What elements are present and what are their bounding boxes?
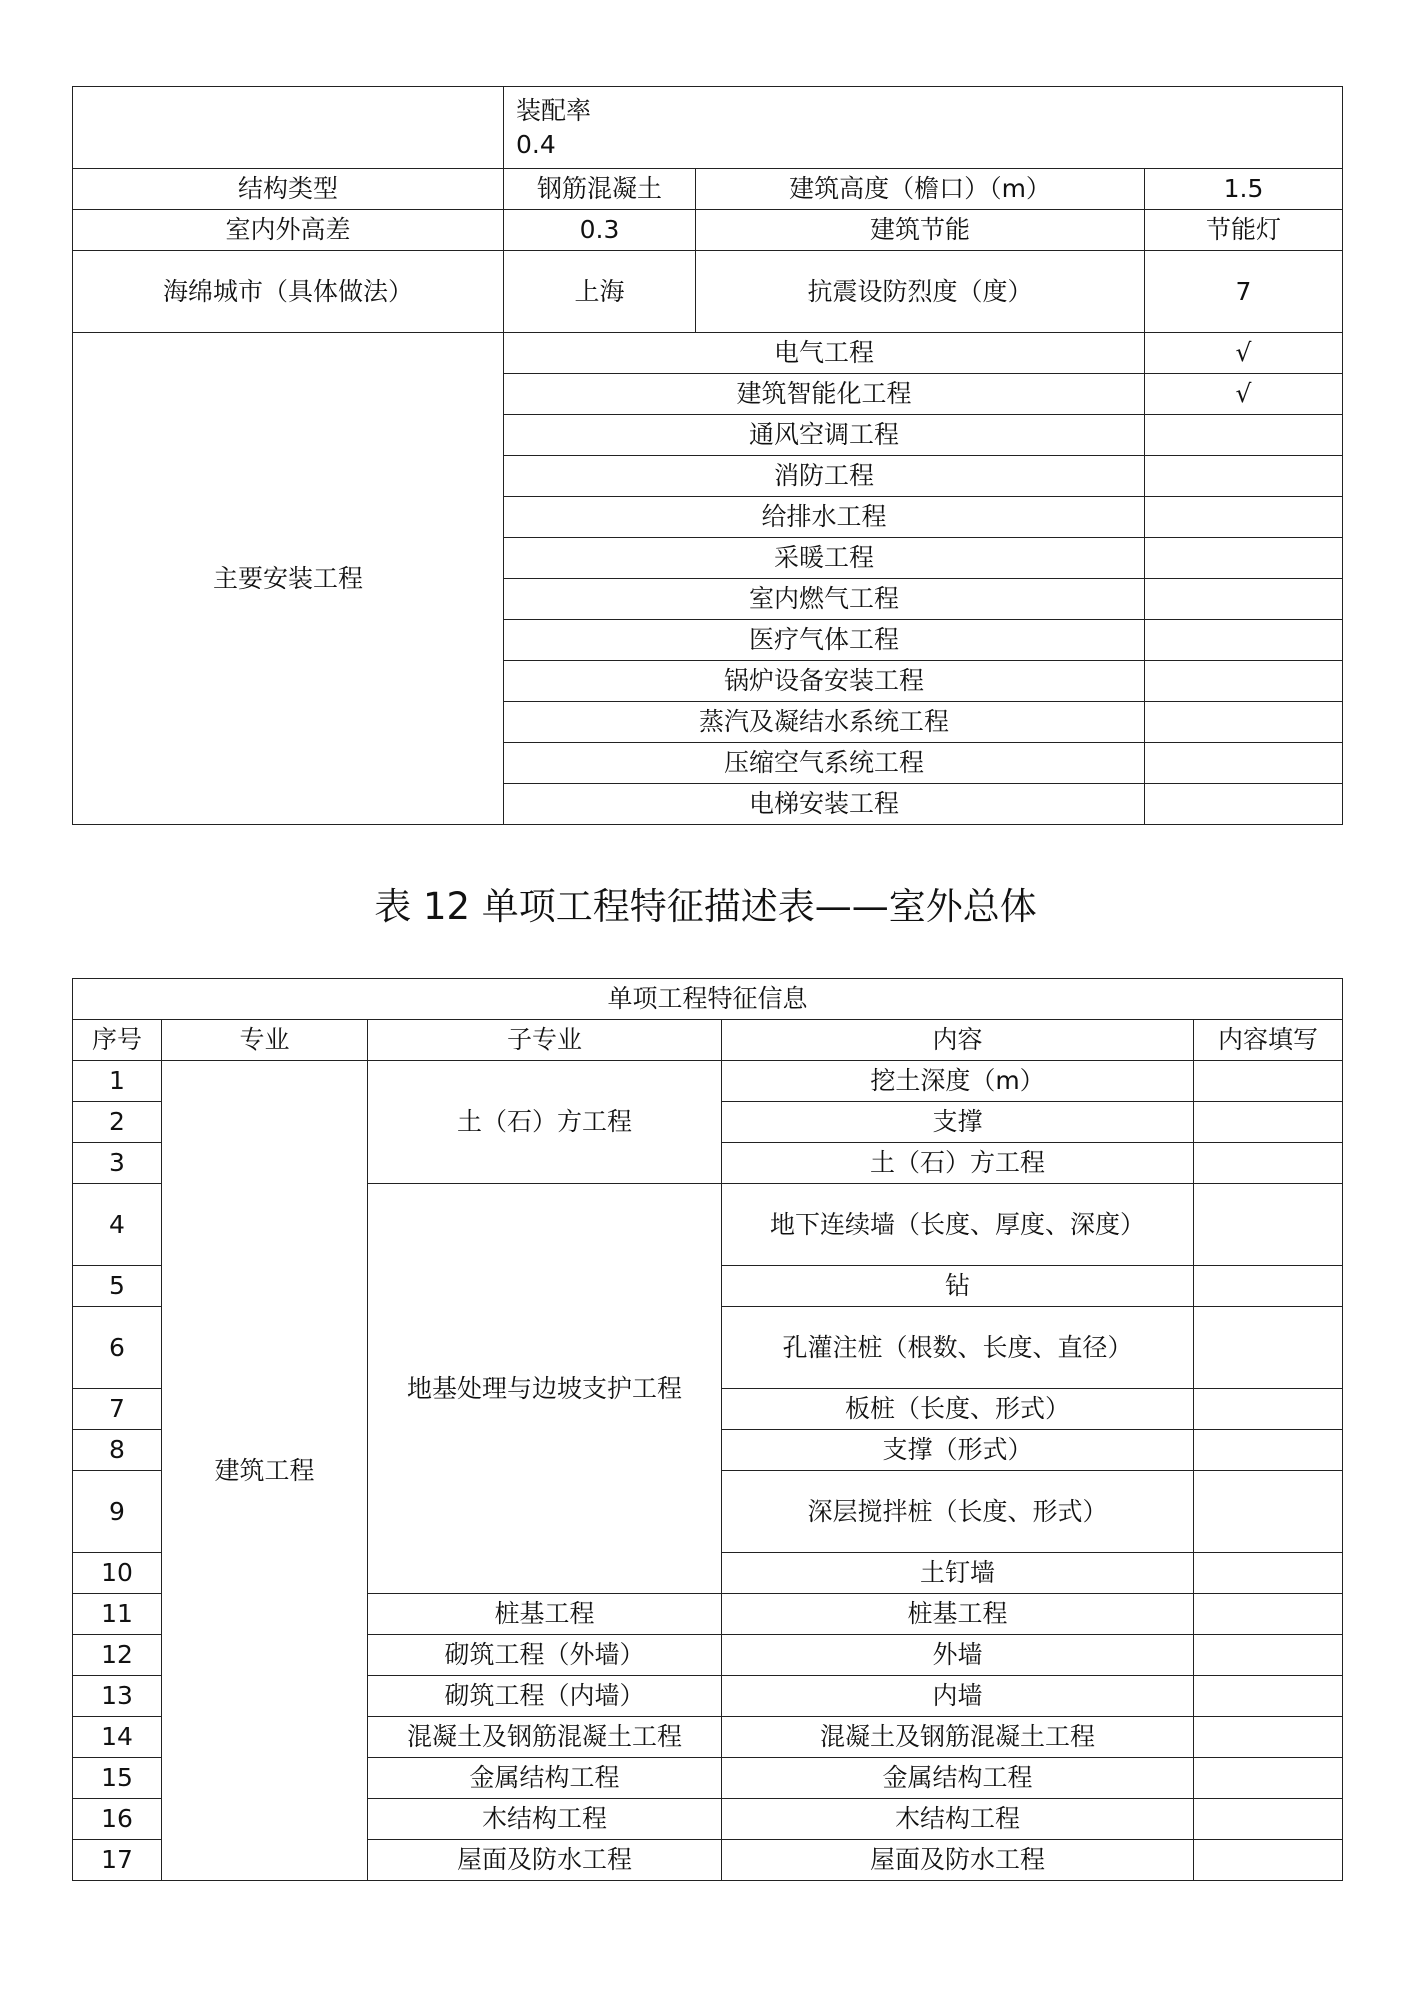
fill-cell[interactable] [1194,1717,1343,1758]
install-item-mark [1145,620,1343,661]
table-title: 单项工程特征信息 [73,979,1343,1020]
row-no: 8 [73,1430,162,1471]
assembly-rate-label: 装配率 [516,95,592,125]
fill-cell[interactable] [1194,1061,1343,1102]
row-no: 1 [73,1061,162,1102]
content-cell: 内墙 [722,1676,1194,1717]
install-item-mark: √ [1145,333,1343,374]
sub-major-cell: 砌筑工程（内墙） [368,1676,722,1717]
seismic-value: 7 [1145,251,1343,333]
sub-major-cell: 木结构工程 [368,1799,722,1840]
content-cell: 钻 [722,1266,1194,1307]
table-row [73,251,1343,333]
row-no: 14 [73,1717,162,1758]
sub-major-cell: 地基处理与边坡支护工程 [368,1184,722,1594]
sub-major-cell: 土（石）方工程 [368,1061,722,1184]
building-feature-table [72,86,1343,825]
content-cell: 桩基工程 [722,1594,1194,1635]
major-cell: 建筑工程 [162,1061,368,1881]
install-item-name: 医疗气体工程 [504,620,1145,661]
row-no: 4 [73,1184,162,1266]
content-cell: 支撑（形式） [722,1430,1194,1471]
sponge-city-value: 上海 [504,251,696,333]
install-item-mark [1145,415,1343,456]
row-no: 6 [73,1307,162,1389]
content-cell: 地下连续墙（长度、厚度、深度） [722,1184,1194,1266]
install-item-name: 蒸汽及凝结水系统工程 [504,702,1145,743]
column-header-row [73,1020,1343,1061]
seismic-label: 抗震设防烈度（度） [696,251,1145,333]
assembly-rate-cell [504,87,1343,169]
install-item-mark: √ [1145,374,1343,415]
fill-cell[interactable] [1194,1594,1343,1635]
fill-cell[interactable] [1194,1266,1343,1307]
install-item-mark [1145,784,1343,825]
outdoor-feature-table [72,978,1343,1881]
assembly-rate-value: 0.4 [516,129,556,159]
fill-cell[interactable] [1194,1553,1343,1594]
energy-saving-label: 建筑节能 [696,210,1145,251]
content-cell: 混凝土及钢筋混凝土工程 [722,1717,1194,1758]
row-no: 16 [73,1799,162,1840]
fill-cell[interactable] [1194,1430,1343,1471]
fill-cell[interactable] [1194,1389,1343,1430]
install-item-mark [1145,579,1343,620]
table-row [73,87,1343,169]
sub-major-cell: 金属结构工程 [368,1758,722,1799]
install-item-name: 电梯安装工程 [504,784,1145,825]
table-row [73,333,1343,374]
content-cell: 挖土深度（m） [722,1061,1194,1102]
col-header-fill: 内容填写 [1194,1020,1343,1061]
install-item-name: 通风空调工程 [504,415,1145,456]
table-row [73,210,1343,251]
install-item-name: 室内燃气工程 [504,579,1145,620]
install-item-name: 压缩空气系统工程 [504,743,1145,784]
install-item-name: 给排水工程 [504,497,1145,538]
content-cell: 金属结构工程 [722,1758,1194,1799]
table-row [73,1061,1343,1102]
table-header-row [73,979,1343,1020]
install-item-name: 采暖工程 [504,538,1145,579]
install-item-mark [1145,702,1343,743]
content-cell: 支撑 [722,1102,1194,1143]
fill-cell[interactable] [1194,1758,1343,1799]
blank-cell [73,87,504,169]
fill-cell[interactable] [1194,1184,1343,1266]
install-item-mark [1145,743,1343,784]
row-no: 9 [73,1471,162,1553]
table-row [73,169,1343,210]
energy-saving-value: 节能灯 [1145,210,1343,251]
row-no: 17 [73,1840,162,1881]
install-item-name: 建筑智能化工程 [504,374,1145,415]
content-cell: 屋面及防水工程 [722,1840,1194,1881]
fill-cell[interactable] [1194,1635,1343,1676]
install-item-mark [1145,661,1343,702]
fill-cell[interactable] [1194,1102,1343,1143]
sponge-city-label: 海绵城市（具体做法） [73,251,504,333]
col-header-sub: 子专业 [368,1020,722,1061]
fill-cell[interactable] [1194,1143,1343,1184]
structure-type-value: 钢筋混凝土 [504,169,696,210]
install-item-name: 消防工程 [504,456,1145,497]
content-cell: 深层搅拌桩（长度、形式） [722,1471,1194,1553]
sub-major-cell: 砌筑工程（外墙） [368,1635,722,1676]
install-item-mark [1145,538,1343,579]
building-height-label: 建筑高度（檐口）（m） [696,169,1145,210]
sub-major-cell: 屋面及防水工程 [368,1840,722,1881]
table-caption: 表 12 单项工程特征描述表——室外总体 [374,885,1037,928]
structure-type-label: 结构类型 [73,169,504,210]
row-no: 15 [73,1758,162,1799]
row-no: 2 [73,1102,162,1143]
col-header-content: 内容 [722,1020,1194,1061]
content-cell: 木结构工程 [722,1799,1194,1840]
sub-major-cell: 桩基工程 [368,1594,722,1635]
row-no: 7 [73,1389,162,1430]
content-cell: 土（石）方工程 [722,1143,1194,1184]
sub-major-cell: 混凝土及钢筋混凝土工程 [368,1717,722,1758]
row-no: 12 [73,1635,162,1676]
fill-cell[interactable] [1194,1840,1343,1881]
install-item-mark [1145,497,1343,538]
fill-cell[interactable] [1194,1471,1343,1553]
height-diff-value: 0.3 [504,210,696,251]
row-no: 10 [73,1553,162,1594]
content-cell: 板桩（长度、形式） [722,1389,1194,1430]
row-no: 11 [73,1594,162,1635]
install-item-name: 电气工程 [504,333,1145,374]
row-no: 3 [73,1143,162,1184]
fill-cell[interactable] [1194,1307,1343,1389]
row-no: 5 [73,1266,162,1307]
row-no: 13 [73,1676,162,1717]
install-group-label: 主要安装工程 [73,333,504,825]
col-header-no: 序号 [73,1020,162,1061]
height-diff-label: 室内外高差 [73,210,504,251]
fill-cell[interactable] [1194,1676,1343,1717]
content-cell: 外墙 [722,1635,1194,1676]
content-cell: 土钉墙 [722,1553,1194,1594]
install-item-name: 锅炉设备安装工程 [504,661,1145,702]
col-header-major: 专业 [162,1020,368,1061]
fill-cell[interactable] [1194,1799,1343,1840]
content-cell: 孔灌注桩（根数、长度、直径） [722,1307,1194,1389]
install-item-mark [1145,456,1343,497]
building-height-value: 1.5 [1145,169,1343,210]
